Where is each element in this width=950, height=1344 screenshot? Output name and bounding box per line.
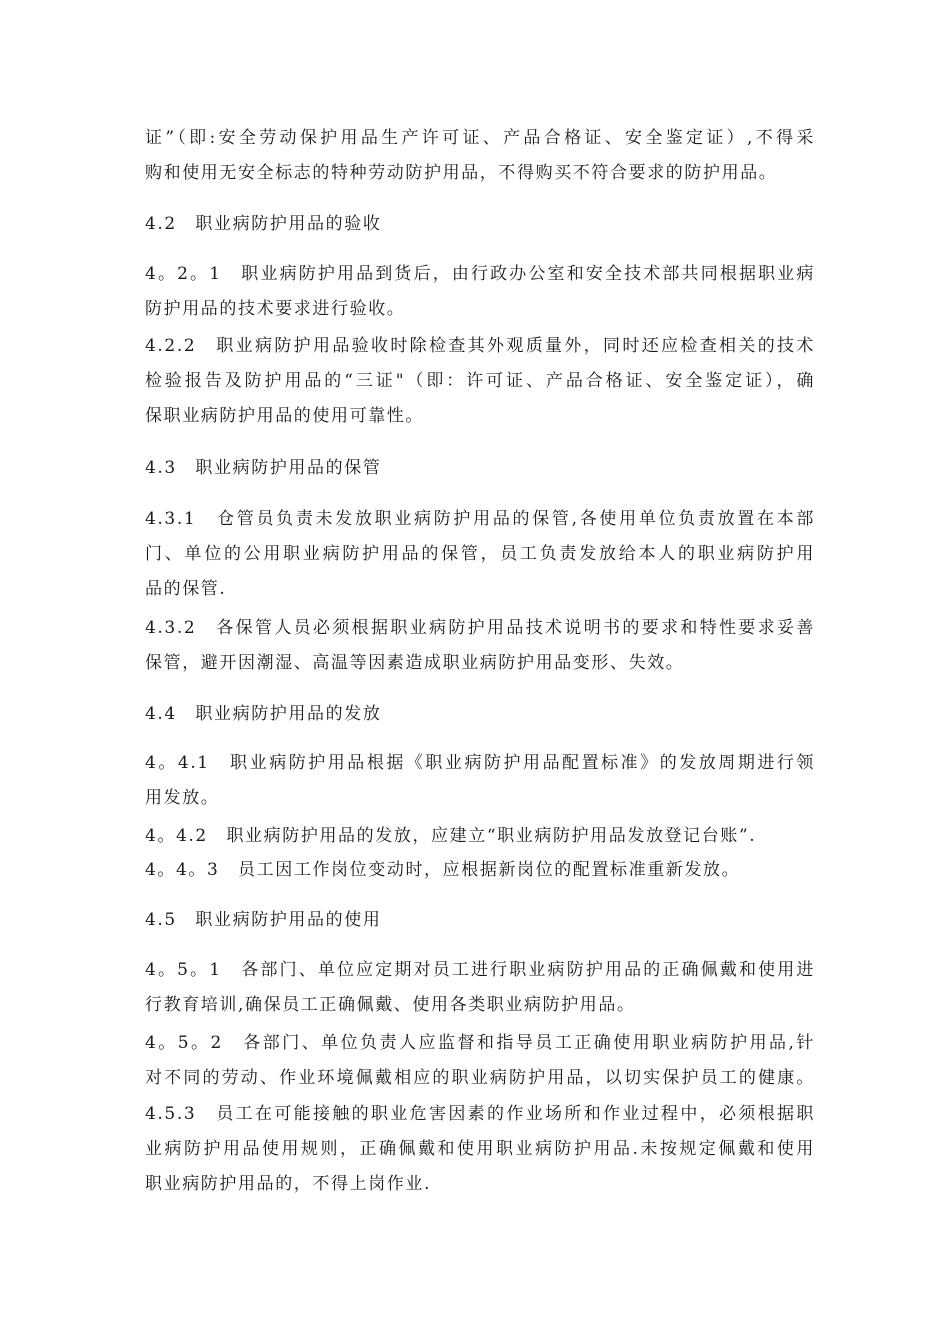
section-heading-4-5 <box>145 903 815 938</box>
text-line: 品的保管. <box>145 579 227 599</box>
text-line: 行教育培训,确保员工正确佩戴、使用各类职业病防护用品。 <box>145 995 636 1015</box>
text-line: 用发放。 <box>145 788 220 808</box>
paragraph-4-3-1 <box>145 502 815 607</box>
paragraph-4-2-2 <box>145 329 815 434</box>
heading-line: 4.5 职业病防护用品的使用 <box>145 910 382 930</box>
paragraph-4-5-1 <box>145 953 815 1023</box>
text-line: 4。4.1 职业病防护用品根据《职业病防护用品配置标准》的发放周期进行领 <box>145 753 815 773</box>
section-heading-4-4 <box>145 697 815 732</box>
heading-line: 4.2 职业病防护用品的验收 <box>145 214 382 234</box>
paragraph-4-2-1 <box>145 257 815 327</box>
text-line: 保管，避开因潮湿、高温等因素造成职业病防护用品变形、失效。 <box>145 653 685 673</box>
text-line: 证”（即:安全劳动保护用品生产许可证、产品合格证、安全鉴定证）,不得采 <box>145 128 815 148</box>
intro-continuation-paragraph <box>145 121 815 191</box>
section-heading-4-2 <box>145 207 815 242</box>
text-line: 4。5。2 各部门、单位负责人应监督和指导员工正确使用职业病防护用品,针 <box>145 1033 815 1053</box>
paragraph-4-4-1 <box>145 746 815 816</box>
text-line: 购和使用无安全标志的特种劳动防护用品，不得购买不符合要求的防护用品。 <box>145 163 778 183</box>
text-line: 4。4。3 员工因工作岗位变动时，应根据新岗位的配置标准重新发放。 <box>145 860 741 880</box>
text-line: 4。2。1 职业病防护用品到货后，由行政办公室和安全技术部共同根据职业病 <box>145 264 815 284</box>
text-line: 对不同的劳动、作业环境佩戴相应的职业病防护用品，以切实保护员工的健康。 <box>145 1068 815 1088</box>
text-line: 4.3.2 各保管人员必须根据职业病防护用品技术说明书的要求和特性要求妥善 <box>145 618 815 638</box>
text-line: 4。5。1 各部门、单位应定期对员工进行职业病防护用品的正确佩戴和使用进 <box>145 960 815 980</box>
paragraph-4-5-2 <box>145 1026 815 1096</box>
text-line: 职业病防护用品的，不得上岗作业. <box>145 1174 432 1194</box>
paragraph-4-4-3 <box>145 853 815 888</box>
text-line: 检验报告及防护用品的“三证"（即：许可证、产品合格证、安全鉴定证），确 <box>145 371 815 391</box>
paragraph-4-3-2 <box>145 611 815 681</box>
text-line: 4。4.2 职业病防护用品的发放，应建立“职业病防护用品发放登记台账”. <box>145 826 757 846</box>
text-line: 保职业病防护用品的使用可靠性。 <box>145 406 424 426</box>
text-line: 门、单位的公用职业病防护用品的保管，员工负责发放给本人的职业病防护用 <box>145 544 815 564</box>
text-line: 4.2.2 职业病防护用品验收时除检查其外观质量外，同时还应检查相关的技术 <box>145 336 815 356</box>
text-line: 防护用品的技术要求进行验收。 <box>145 299 406 319</box>
heading-line: 4.3 职业病防护用品的保管 <box>145 458 382 478</box>
paragraph-4-5-3 <box>145 1097 815 1202</box>
text-line: 业病防护用品使用规则，正确佩戴和使用职业病防护用品.未按规定佩戴和使用 <box>145 1139 815 1159</box>
text-line: 4.3.1 仓管员负责未发放职业病防护用品的保管,各使用单位负责放置在本部 <box>145 509 815 529</box>
paragraph-4-4-2 <box>145 819 815 854</box>
heading-line: 4.4 职业病防护用品的发放 <box>145 704 382 724</box>
section-heading-4-3 <box>145 451 815 486</box>
text-line: 4.5.3 员工在可能接触的职业危害因素的作业场所和作业过程中，必须根据职 <box>145 1104 815 1124</box>
